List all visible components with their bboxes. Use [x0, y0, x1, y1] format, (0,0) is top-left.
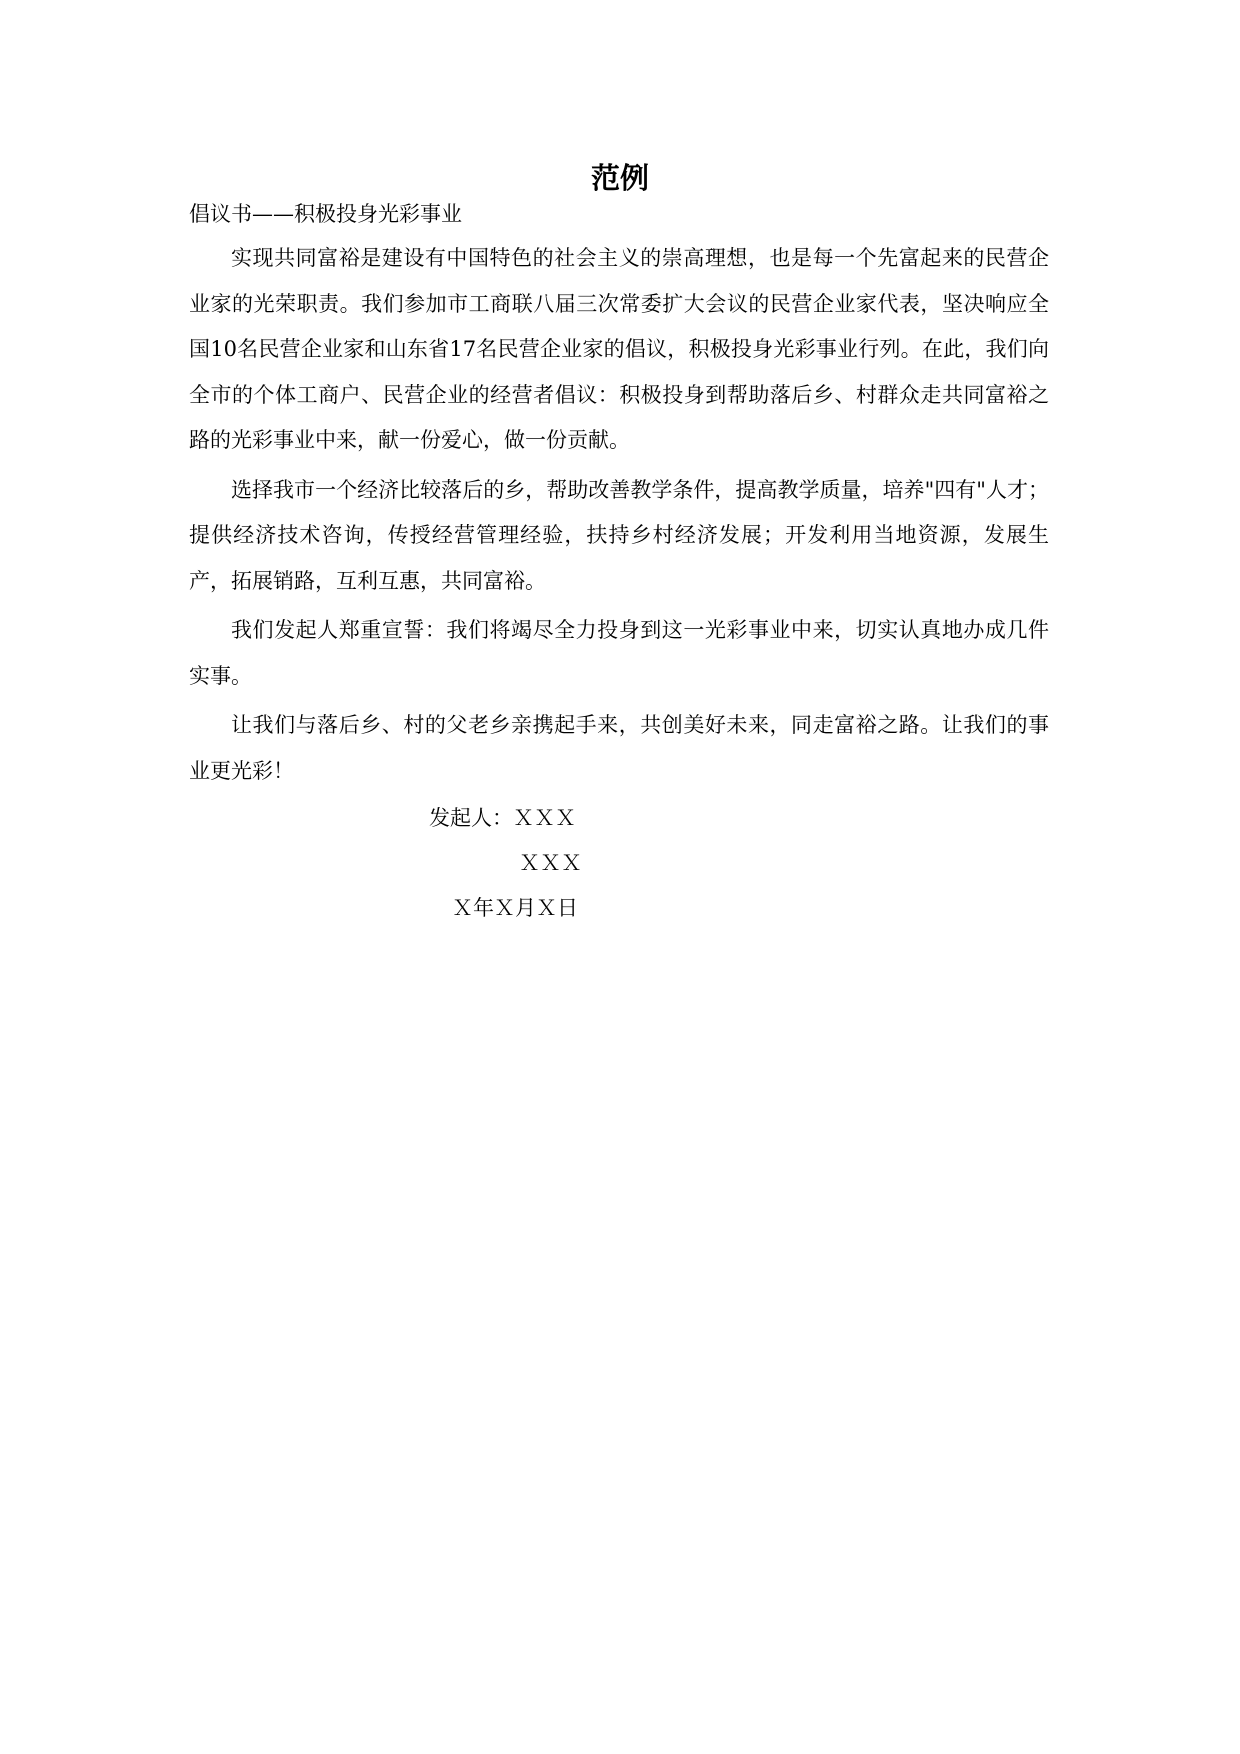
paragraph-1: 实现共同富裕是建设有中国特色的社会主义的崇高理想，也是每一个先富起来的民营企业家的光荣职责。我们参加市工商联八届三次常委扩大会议的民营企业家代表，坚决响应全国10名民营企业家和山东省17名民营企业家的倡议，积极投身光彩事业行列。在此，我们向全市的个体工商户、民营企业的经营者倡议：积极投身到帮助落后乡、村群众走共同富裕之路的光彩事业中来，献一份爱心，做一份贡献。 — [189, 246, 1049, 452]
signature-date: Ｘ年Ｘ月Ｘ日 — [452, 896, 578, 920]
paragraph-2: 选择我市一个经济比较落后的乡，帮助改善教学条件，提高教学质量，培养"四有"人才；提供经济技术咨询，传授经营管理经验，扶持乡村经济发展；开发利用当地资源，发展生产，拓展销路，互利互惠，共同富裕。 — [189, 477, 1049, 593]
paragraph-4: 让我们与落后乡、村的父老乡亲携起手来，共创美好未来，同走富裕之路。让我们的事业更光彩！ — [189, 713, 1049, 783]
paragraph-3: 我们发起人郑重宣誓：我们将竭尽全力投身到这一光彩事业中来，切实认真地办成几件实事。 — [189, 618, 1049, 688]
document-subtitle: 倡议书——积极投身光彩事业 — [189, 202, 462, 226]
document-body — [189, 196, 1049, 931]
signature-block — [189, 796, 1049, 931]
document-title: 范例 — [590, 161, 649, 195]
initiator-line: 发起人：ＸＸＸ — [429, 806, 576, 830]
second-initiator-name: ＸＸＸ — [519, 851, 582, 875]
